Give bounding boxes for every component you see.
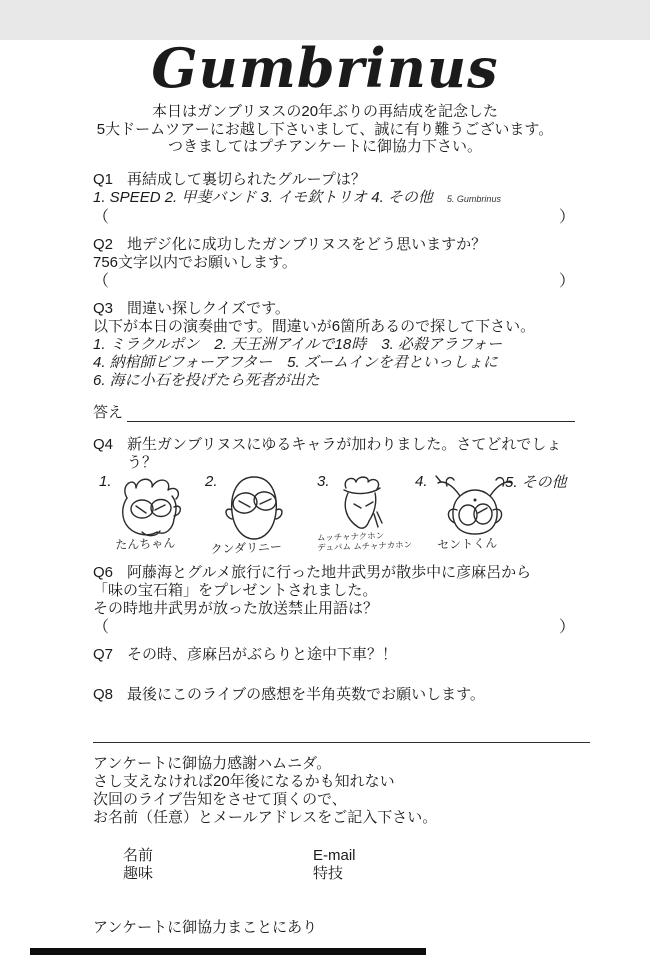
close-paren: ） xyxy=(558,272,575,290)
q4-character-3-number: 3. xyxy=(317,472,330,490)
question-q6 xyxy=(93,564,575,582)
q1-question: 再結成して裏切られたグループは？ xyxy=(127,170,366,188)
open-paren: （ xyxy=(93,272,110,290)
q4-character-4-caption: セントくん xyxy=(437,535,498,552)
beret-face-icon xyxy=(332,474,390,532)
intro-line: 本日はガンブリヌスの20年ぶりの再結成を記念した xyxy=(151,103,499,120)
close-paren: ） xyxy=(558,618,575,636)
question-q7 xyxy=(93,646,575,664)
footer-line: さし支えなければ20年後になるかも知れない xyxy=(93,772,395,790)
question-q8 xyxy=(93,686,575,704)
q4-character-4-number: 4. xyxy=(415,472,428,490)
open-paren: （ xyxy=(93,618,110,636)
q2-label: Q2 xyxy=(93,235,114,253)
q3-answer-row xyxy=(93,400,575,422)
q4-character-3 xyxy=(317,474,412,551)
q2-note: 756文字以内でお願いします。 xyxy=(93,253,297,271)
close-paren: ） xyxy=(558,208,575,226)
question-q1 xyxy=(93,171,575,189)
skill-field-label: 特技 xyxy=(313,864,344,882)
question-q2 xyxy=(93,236,575,254)
q1-options: 1. SPEED 2. 甲斐バンド 3. イモ欽トリオ 4. その他 xyxy=(93,188,433,206)
q3-song-line: 4. 納棺師ビフォーアフター 5. ズームインを君といっしょに xyxy=(93,353,498,371)
q4-mascot-row xyxy=(93,474,575,564)
open-paren: （ xyxy=(93,208,110,226)
q8-label: Q8 xyxy=(93,685,114,703)
hobby-field-label: 趣味 xyxy=(123,864,154,882)
question-q3 xyxy=(93,300,575,318)
question-q4 xyxy=(93,436,575,472)
q7-question: その時、彦麻呂がぶらりと途中下車？！ xyxy=(127,645,398,663)
bald-glasses-face-icon xyxy=(220,474,288,542)
intro-line: 5大ドームツアーにお越し下さいまして、誠に有り難うございます。 xyxy=(96,120,554,138)
q4-question: 新生ガンブリヌスにゆるキャラが加わりました。さてどれでしょう？ xyxy=(127,435,562,471)
footer-thanks xyxy=(93,755,575,827)
q4-character-2-caption: クンダリニー xyxy=(210,539,283,556)
q8-question: 最後にこのライブの感想を半角英数でお願いします。 xyxy=(127,685,485,703)
contact-fields xyxy=(123,847,575,883)
q1-answer-blank xyxy=(93,208,575,232)
q3-label: Q3 xyxy=(93,299,114,317)
q3-song-line: 1. ミラクルポン 2. 天王洲アイルで18時 3. 必殺アラフォー xyxy=(93,335,503,353)
q6-answer-blank xyxy=(93,618,575,642)
q1-label: Q1 xyxy=(93,170,114,188)
q7-label: Q7 xyxy=(93,645,114,663)
footer-line: お名前（任意）とメールアドレスをご記入下さい。 xyxy=(93,808,438,826)
separator-line xyxy=(93,742,590,743)
footer-line: 次回のライブ告知をさせて頂くので、 xyxy=(93,790,347,808)
q4-character-3-caption: ムッチャナクホン デュパム ムチャナカホン xyxy=(316,529,413,552)
q3-answer-line xyxy=(127,401,575,422)
q1-fine-print: 5. Gumbrinus xyxy=(446,193,501,204)
q4-character-1-caption: たんちゃん xyxy=(115,535,176,552)
q2-answer-blank xyxy=(93,272,575,296)
q4-label: Q4 xyxy=(93,435,114,453)
footer-line: アンケートに御協力感謝ハムニダ。 xyxy=(93,754,332,772)
q6-question-line: その時地井武男が放った放送禁止用語は？ xyxy=(93,599,379,617)
q2-question: 地デジ化に成功したガンブリヌスをどう思いますか？ xyxy=(127,235,487,253)
q4-character-2-number: 2. xyxy=(205,472,218,490)
q3-song-line: 6. 海に小石を投げたら死者が出た xyxy=(93,371,320,389)
q4-character-1 xyxy=(99,474,192,551)
q4-character-1-number: 1. xyxy=(99,472,112,490)
q3-instruction: 以下が本日の演奏曲です。間違いが6箇所あるので探して下さい。 xyxy=(93,317,536,335)
q4-option-other: 5. その他 xyxy=(505,473,567,491)
q4-character-4 xyxy=(415,474,520,551)
email-field-label: E-mail xyxy=(313,846,356,864)
q3-answer-label: 答え xyxy=(93,403,124,421)
q6-question-line: 「味の宝石箱」をプレゼントされました。 xyxy=(93,581,378,599)
name-field-label: 名前 xyxy=(123,846,154,864)
q6-label: Q6 xyxy=(93,563,114,581)
curly-hair-face-icon xyxy=(114,474,192,538)
closing-text: アンケートに御協力まことにあり xyxy=(93,918,318,936)
q4-character-2 xyxy=(205,474,288,555)
scanned-questionnaire-page xyxy=(0,36,650,959)
q6-question-line: 阿藤海とグルメ旅行に行った地井武男が散歩中に彦麻呂から xyxy=(127,563,532,581)
intro-text xyxy=(0,103,650,156)
intro-line: つきましてはプチアンケートに御協力下さい。 xyxy=(167,138,483,155)
q3-question: 間違い探しクイズです。 xyxy=(127,299,290,317)
page-title: Gumbrinus xyxy=(151,36,499,100)
q1-options-row xyxy=(93,189,575,208)
scan-artifact-bar xyxy=(30,948,426,955)
